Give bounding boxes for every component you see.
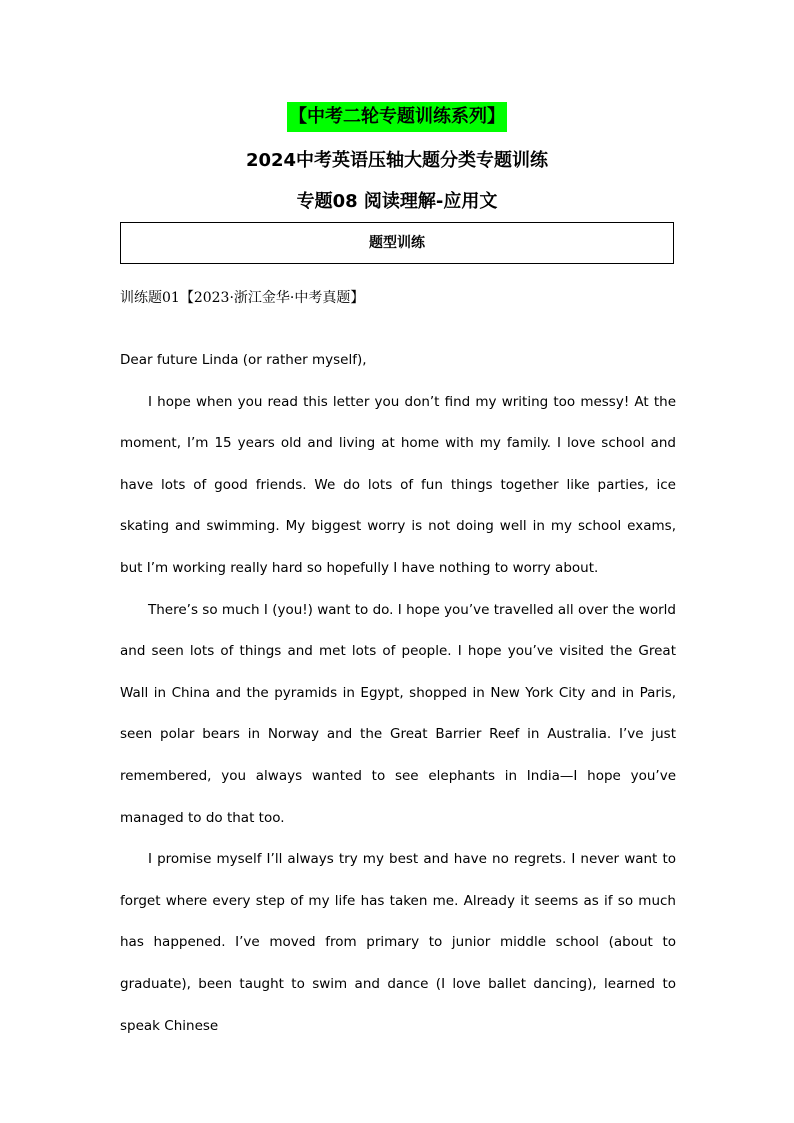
document-subtitle: 专题08 阅读理解-应用文 <box>296 191 498 212</box>
series-tag <box>0 102 794 132</box>
letter-paragraph-1: I hope when you read this letter you don’t find my writing too messy! At the moment, I’m 15 years old and living at home with my family. I love school and have lots of good friends. We do lots of fun things together like parties, ice skating and swimming. My biggest worry is not doing well in my school exams, but I’m working really hard so hopefully I have nothing to worry about. <box>120 393 676 576</box>
document-title: 2024中考英语压轴大题分类专题训练 <box>245 150 549 171</box>
letter-paragraph-2: There’s so much I (you!) want to do. I hope you’ve travelled all over the world and seen lots of things and met lots of people. I hope you’ve visited the Great Wall in China and the pyramids in Egypt, shopped in New York City and in Paris, seen polar bears in Norway and the Great Barrier Reef in Australia. I’ve just remembered, you always wanted to see elephants in India—I hope you’ve managed to do that too. <box>120 601 676 826</box>
section-header-box <box>120 222 674 264</box>
letter-salutation: Dear future Linda (or rather myself), <box>120 352 367 368</box>
section-header-label: 题型训练 <box>369 235 425 251</box>
series-tag-label: 【中考二轮专题训练系列】 <box>287 102 507 132</box>
letter-body <box>120 340 676 1047</box>
exercise-label: 训练题01【2023·浙江金华·中考真题】 <box>120 290 365 306</box>
letter-paragraph-3: I promise myself I’ll always try my best and have no regrets. I never want to forget where every step of my life has taken me. Already it seems as if so much has happened. I’ve moved from primary to junior middle school (about to graduate), been taught to swim and dance (I love ballet dancing), learned to speak Chinese <box>120 851 676 1034</box>
